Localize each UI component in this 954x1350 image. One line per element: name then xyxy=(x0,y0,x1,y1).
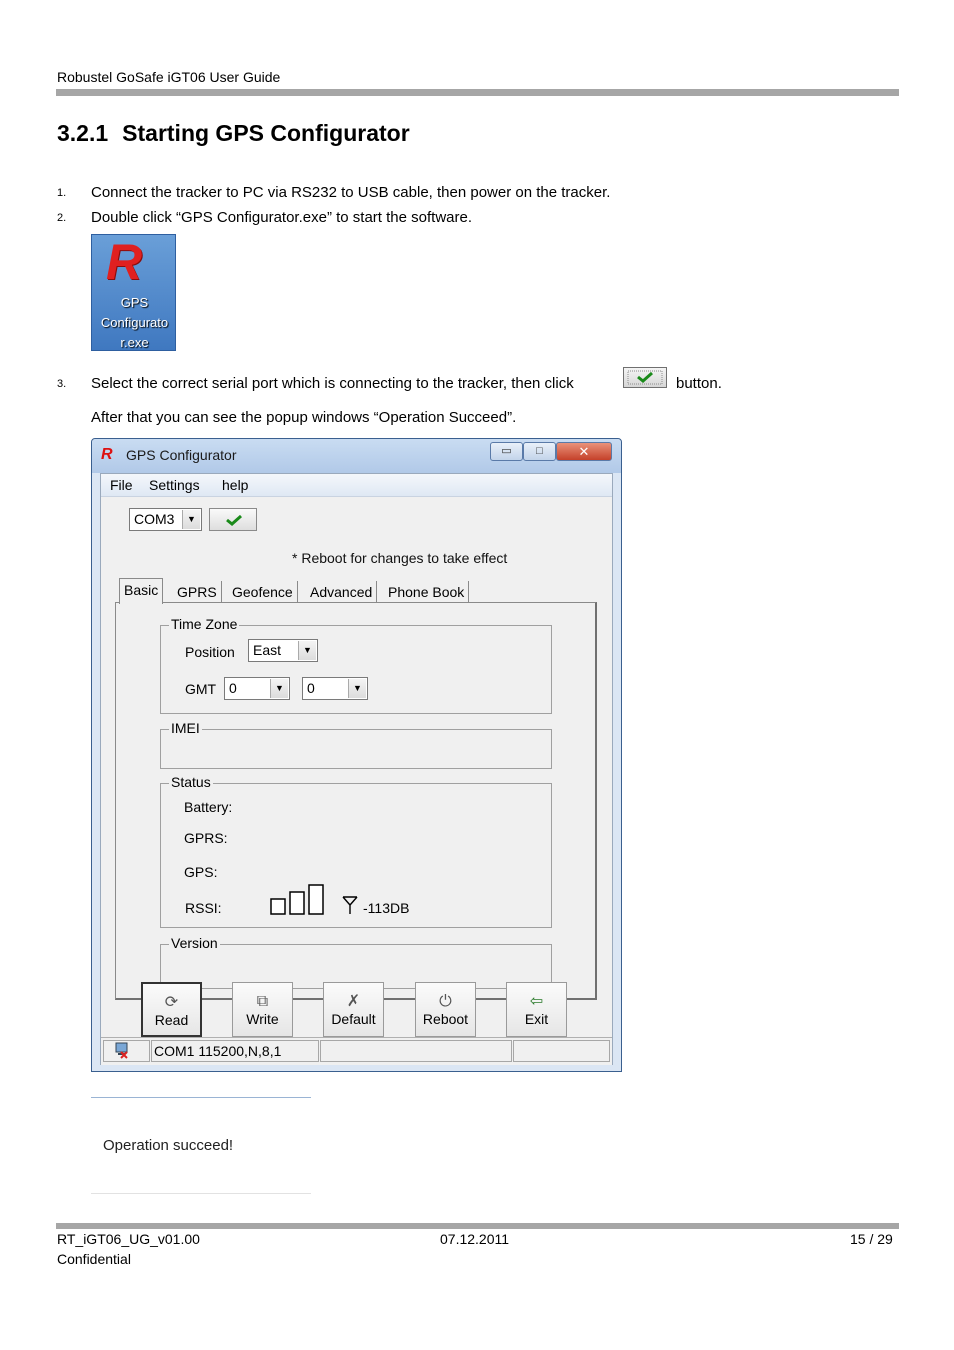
menu-file[interactable]: File xyxy=(110,477,133,493)
default-label: Default xyxy=(331,1011,376,1027)
antenna-icon xyxy=(341,895,359,915)
position-select[interactable] xyxy=(248,639,318,662)
popup-top-border xyxy=(91,1097,311,1098)
step-3-text-after: button. xyxy=(676,375,722,392)
menu-help[interactable]: help xyxy=(222,477,249,493)
after-text: After that you can see the popup windows “Operation Succeed”. xyxy=(91,409,517,426)
robustel-r-logo-icon: R xyxy=(106,234,143,290)
step-3-text: Select the correct serial port which is connecting to the tracker, then click xyxy=(91,375,574,392)
popup-message: Operation succeed! xyxy=(103,1137,234,1154)
chevron-down-icon: ▼ xyxy=(298,641,316,660)
step-2-number: 2. xyxy=(57,212,67,224)
maximize-button[interactable] xyxy=(523,442,556,461)
status-group xyxy=(160,774,552,928)
window-title: GPS Configurator xyxy=(126,447,237,463)
exit-button[interactable] xyxy=(506,982,567,1037)
status-pane-3 xyxy=(513,1040,610,1062)
status-caption: Status xyxy=(171,774,211,790)
com-port-value: COM3 xyxy=(134,511,175,527)
window-client-area xyxy=(100,473,613,1065)
step-1-text: Connect the tracker to PC via RS232 to USB cable, then power on the tracker. xyxy=(91,184,611,201)
minimize-button[interactable] xyxy=(490,442,523,461)
status-connection-text: COM1 115200,N,8,1 xyxy=(151,1040,319,1062)
header-divider xyxy=(56,89,899,96)
power-icon: ⏻ xyxy=(439,993,452,1010)
status-connection-icon-pane xyxy=(103,1040,150,1062)
maximize-icon: □ xyxy=(536,445,543,457)
reboot-note: * Reboot for changes to take effect xyxy=(292,550,508,566)
icon-label-line-1: GPS xyxy=(120,295,149,310)
gps-label: GPS: xyxy=(184,864,218,880)
default-button[interactable] xyxy=(323,982,384,1037)
checkmark-icon xyxy=(624,368,666,387)
menu-bar xyxy=(101,474,612,497)
version-caption: Version xyxy=(171,935,218,951)
timezone-group xyxy=(160,616,552,714)
read-button[interactable] xyxy=(141,982,202,1037)
exit-door-icon: ⇦ xyxy=(529,993,544,1010)
position-value: East xyxy=(253,642,282,658)
close-icon: ✕ xyxy=(578,444,590,459)
reboot-label: Reboot xyxy=(422,1011,469,1027)
step-2-text: Double click “GPS Configurator.exe” to start the software. xyxy=(91,209,472,226)
gmt-hours-select[interactable] xyxy=(224,677,290,700)
step-1-number: 1. xyxy=(57,187,67,199)
chevron-down-icon: ▼ xyxy=(270,679,288,698)
gmt-hours-value: 0 xyxy=(229,680,237,696)
footer-doc-id: RT_iGT06_UG_v01.00 xyxy=(57,1231,200,1247)
timezone-caption: Time Zone xyxy=(171,616,238,632)
position-label: Position xyxy=(185,644,235,660)
reboot-button[interactable] xyxy=(415,982,476,1037)
section-title: Starting GPS Configurator xyxy=(122,120,410,146)
tab-gprs[interactable]: GPRS xyxy=(173,581,222,603)
tab-advanced[interactable]: Advanced xyxy=(306,581,377,603)
gmt-label: GMT xyxy=(185,681,217,697)
rssi-label: RSSI: xyxy=(185,900,222,916)
header-title: Robustel GoSafe iGT06 User Guide xyxy=(57,69,281,85)
connect-button-illustration xyxy=(623,367,667,388)
step-3-number: 3. xyxy=(57,378,67,390)
chevron-down-icon: ▼ xyxy=(182,510,200,529)
menu-settings[interactable]: Settings xyxy=(149,477,200,493)
footer-divider xyxy=(56,1223,899,1229)
tab-panel-basic xyxy=(115,602,597,1000)
write-label: Write xyxy=(246,1011,279,1027)
gps-configurator-desktop-icon[interactable] xyxy=(91,234,176,351)
gmt-minutes-value: 0 xyxy=(307,680,315,696)
refresh-icon: ⟳ xyxy=(164,994,179,1011)
tab-geofence[interactable]: Geofence xyxy=(228,581,298,603)
status-bar xyxy=(101,1037,612,1065)
gps-configurator-window xyxy=(91,438,622,1072)
minimize-icon: ▭ xyxy=(501,445,512,457)
com-port-select[interactable] xyxy=(129,508,202,531)
icon-label-line-3: r.exe xyxy=(120,335,149,350)
write-windows-icon: ⧉ xyxy=(256,993,269,1010)
footer-date: 07.12.2011 xyxy=(440,1231,510,1247)
section-number: 3.2.1 xyxy=(57,120,109,146)
connect-button[interactable] xyxy=(209,508,257,531)
signal-bars-icon xyxy=(269,883,329,917)
gmt-minutes-select[interactable] xyxy=(302,677,368,700)
app-logo-icon: R xyxy=(101,446,113,463)
tab-basic[interactable]: Basic xyxy=(119,578,163,604)
section-heading xyxy=(57,120,410,147)
tools-icon: ✗ xyxy=(346,993,361,1010)
exit-label: Exit xyxy=(524,1011,549,1027)
disconnected-computer-icon xyxy=(106,1041,130,1059)
icon-label-line-2: Configurato xyxy=(100,315,169,330)
chevron-down-icon: ▼ xyxy=(348,679,366,698)
footer-classification: Confidential xyxy=(57,1251,131,1267)
popup-bottom-border xyxy=(91,1193,311,1194)
gprs-label: GPRS: xyxy=(184,830,228,846)
write-button[interactable] xyxy=(232,982,293,1037)
rssi-value: -113DB xyxy=(363,900,410,916)
status-pane-2 xyxy=(320,1040,512,1062)
tab-phone-book[interactable]: Phone Book xyxy=(384,581,469,603)
close-button[interactable] xyxy=(556,442,612,461)
imei-group xyxy=(160,720,552,769)
battery-label: Battery: xyxy=(184,799,233,815)
checkmark-icon xyxy=(210,509,256,530)
footer-page: 15 / 29 xyxy=(850,1231,893,1247)
window-titlebar[interactable] xyxy=(92,439,621,473)
imei-caption: IMEI xyxy=(171,720,200,736)
read-label: Read xyxy=(154,1012,189,1028)
